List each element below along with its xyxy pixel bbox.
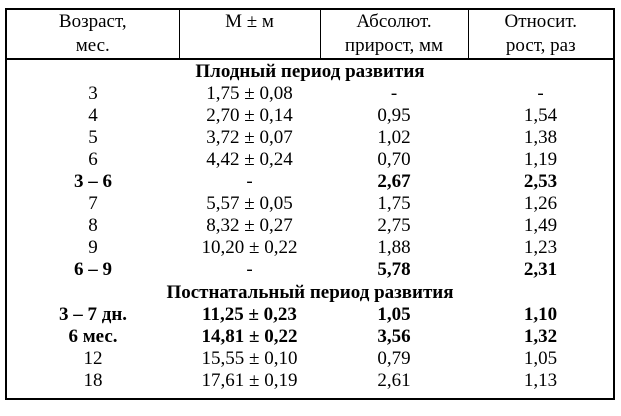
- rel-growth-cell: 2,53: [523, 171, 558, 192]
- rel-growth-cell: 2,31: [523, 259, 558, 280]
- mean-cell: 4,42 ± 0,24: [206, 149, 293, 170]
- rel-growth-cell: 1,38: [523, 127, 558, 148]
- abs-growth-cell: 2,61: [377, 370, 411, 391]
- age-cell: 6 мес.: [68, 326, 118, 347]
- summary-row-6-months: [7, 326, 613, 348]
- age-cell: 3 – 7 дн.: [58, 304, 128, 325]
- header-mean-line1: М ± м: [225, 11, 274, 32]
- mean-cell: 5,57 ± 0,05: [206, 193, 293, 214]
- age-cell: 3 – 6: [74, 171, 112, 192]
- header-cell-mean: [179, 10, 320, 59]
- mean-cell: 10,20 ± 0,22: [201, 237, 298, 258]
- abs-growth-cell: 1,88: [377, 237, 411, 258]
- abs-growth-cell: 3,56: [377, 326, 411, 347]
- section-header-fetal: [7, 59, 613, 83]
- age-cell: 6: [88, 149, 98, 170]
- header-age-line1: Возраст,: [58, 11, 127, 32]
- age-cell: 9: [88, 237, 98, 258]
- table-row: [7, 237, 613, 259]
- abs-growth-cell: 1,75: [377, 193, 411, 214]
- table-row: [7, 83, 613, 105]
- header-abs-line1: Абсолют.: [356, 11, 432, 32]
- abs-growth-cell: 0,79: [377, 348, 411, 369]
- header-cell-rel-growth: [468, 10, 613, 59]
- rel-growth-cell: 1,23: [523, 237, 558, 258]
- abs-growth-cell: 1,05: [377, 304, 411, 325]
- mean-cell: 2,70 ± 0,14: [206, 105, 293, 126]
- rel-growth-cell: 1,54: [523, 105, 558, 126]
- summary-row-3-6: [7, 171, 613, 193]
- header-cell-age: [7, 10, 179, 59]
- growth-data-table: [7, 10, 613, 392]
- header-age-line2: мес.: [75, 35, 110, 56]
- rel-growth-cell: 1,13: [523, 370, 558, 391]
- age-cell: 18: [83, 370, 103, 391]
- age-cell: 3: [88, 83, 98, 104]
- abs-growth-cell: 5,78: [377, 259, 411, 280]
- header-abs-line2: прирост, мм: [344, 35, 444, 56]
- mean-cell: 14,81 ± 0,22: [201, 326, 298, 347]
- rel-growth-cell: 1,05: [523, 348, 558, 369]
- table-row: [7, 215, 613, 237]
- rel-growth-cell: -: [537, 83, 544, 104]
- mean-cell: 11,25 ± 0,23: [202, 304, 297, 325]
- table-frame: [5, 8, 615, 400]
- section-title: Плодный период развития: [195, 61, 425, 82]
- rel-growth-cell: 1,26: [523, 193, 558, 214]
- header-cell-abs-growth: [320, 10, 468, 59]
- rel-growth-cell: 1,10: [523, 304, 558, 325]
- age-cell: 12: [83, 348, 103, 369]
- rel-growth-cell: 1,49: [523, 215, 558, 236]
- abs-growth-cell: -: [390, 83, 398, 104]
- summary-row-6-9: [7, 259, 613, 281]
- header-row: [7, 10, 613, 59]
- abs-growth-cell: 1,02: [377, 127, 411, 148]
- mean-cell: -: [246, 171, 253, 192]
- abs-growth-cell: 0,95: [377, 105, 411, 126]
- rel-growth-cell: 1,32: [523, 326, 558, 347]
- mean-cell: 15,55 ± 0,10: [201, 348, 298, 369]
- table-row: [7, 348, 613, 370]
- table-row: [7, 105, 613, 127]
- header-rel-line2: рост, раз: [505, 35, 576, 56]
- age-cell: 4: [88, 105, 98, 126]
- table-body: [7, 59, 613, 392]
- abs-growth-cell: 2,67: [377, 171, 411, 192]
- age-cell: 6 – 9: [74, 259, 112, 280]
- mean-cell: 17,61 ± 0,19: [201, 370, 298, 391]
- age-cell: 8: [88, 215, 98, 236]
- header-rel-line1: Относит.: [504, 11, 577, 32]
- table-header: [7, 10, 613, 59]
- abs-growth-cell: 0,70: [377, 149, 411, 170]
- mean-cell: 1,75 ± 0,08: [206, 83, 293, 104]
- mean-cell: 3,72 ± 0,07: [206, 127, 293, 148]
- rel-growth-cell: 1,19: [523, 149, 558, 170]
- section-header-postnatal: [7, 281, 613, 304]
- table-row: [7, 149, 613, 171]
- mean-cell: 8,32 ± 0,27: [206, 215, 293, 236]
- abs-growth-cell: 2,75: [377, 215, 411, 236]
- summary-row-3-7-days: [7, 304, 613, 326]
- mean-cell: -: [246, 259, 253, 280]
- table-row: [7, 370, 613, 392]
- age-cell: 7: [88, 193, 98, 214]
- table-row: [7, 193, 613, 215]
- table-row: [7, 127, 613, 149]
- section-title: Постнатальный период развития: [166, 282, 454, 303]
- age-cell: 5: [88, 127, 98, 148]
